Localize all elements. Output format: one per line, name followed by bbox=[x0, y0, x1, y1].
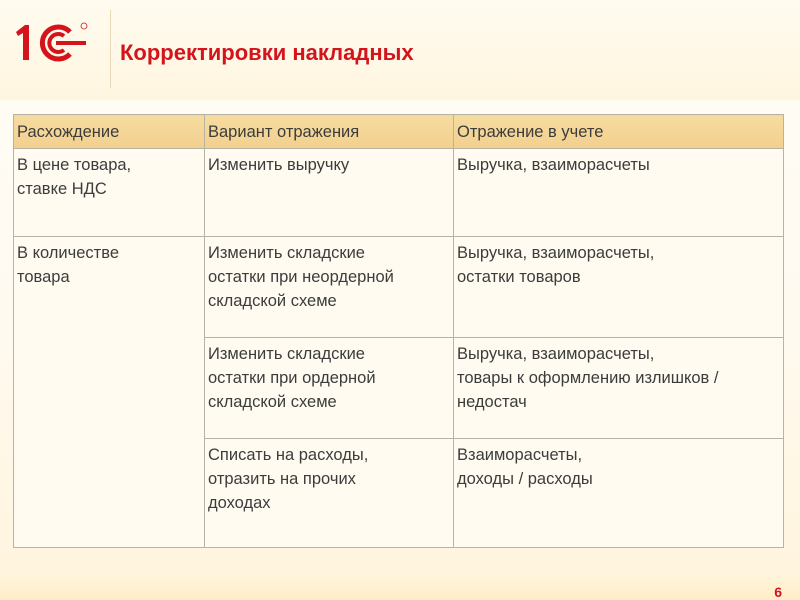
page-number: 6 bbox=[774, 584, 782, 600]
column-header-accounting: Отражение в учете bbox=[454, 115, 784, 149]
corrections-table bbox=[13, 114, 784, 548]
cell-discrepancy: В цене товара, ставке НДС bbox=[14, 149, 205, 237]
column-header-variant: Вариант отражения bbox=[205, 115, 454, 149]
cell-accounting: Взаиморасчеты, доходы / расходы bbox=[454, 439, 784, 548]
cell-accounting: Выручка, взаиморасчеты, товары к оформлению излишков / недостач bbox=[454, 338, 784, 439]
header-divider bbox=[110, 10, 111, 88]
table-header-row bbox=[14, 115, 784, 149]
column-header-discrepancy: Расхождение bbox=[14, 115, 205, 149]
corrections-table-container bbox=[13, 114, 784, 548]
1c-logo bbox=[12, 18, 90, 66]
cell-variant: Списать на расходы, отразить на прочих доходах bbox=[205, 439, 454, 548]
cell-accounting: Выручка, взаиморасчеты bbox=[454, 149, 784, 237]
slide-title: Корректировки накладных bbox=[120, 40, 414, 65]
cell-discrepancy: В количестве товара bbox=[14, 237, 205, 548]
footer-band bbox=[0, 576, 800, 600]
cell-variant: Изменить складские остатки при ордерной складской схеме bbox=[205, 338, 454, 439]
cell-variant: Изменить выручку bbox=[205, 149, 454, 237]
cell-accounting: Выручка, взаиморасчеты, остатки товаров bbox=[454, 237, 784, 338]
table-row bbox=[14, 149, 784, 237]
table-row bbox=[14, 237, 784, 338]
cell-variant: Изменить складские остатки при неордерной складской схеме bbox=[205, 237, 454, 338]
